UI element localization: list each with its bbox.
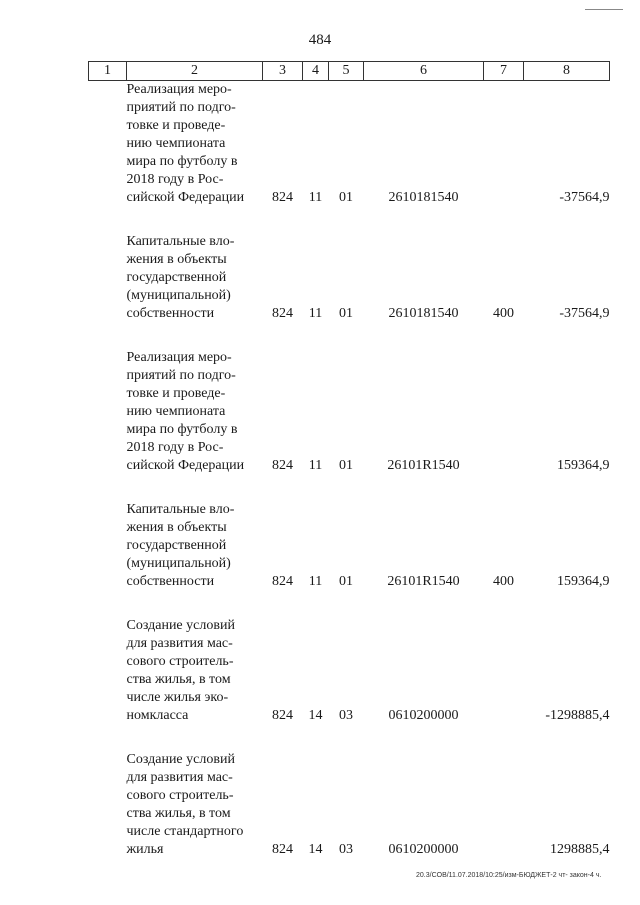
expense-type-code bbox=[484, 751, 524, 859]
subsection-code: 01 bbox=[339, 574, 353, 589]
spacer-cell bbox=[89, 475, 610, 501]
subsection-code: 01 bbox=[339, 458, 353, 473]
item-name-line: 2018 году в Рос- bbox=[126, 172, 224, 187]
subsection-code: 03 bbox=[339, 708, 353, 723]
item-name-line: Реализация меро- bbox=[126, 82, 232, 97]
expense-type-code bbox=[484, 617, 524, 725]
item-name-line: Капитальные вло- bbox=[126, 502, 235, 517]
item-name-line: числе жилья эко- bbox=[126, 690, 229, 705]
item-name-line: жения в объекты bbox=[126, 520, 227, 535]
section-code: 14 bbox=[308, 708, 323, 723]
empty-cell bbox=[89, 233, 127, 323]
item-name-line: государственной bbox=[126, 538, 227, 553]
target-article-code: 2610181540 bbox=[388, 190, 459, 205]
amount: 1298885,4 bbox=[550, 842, 610, 857]
column-number: 7 bbox=[484, 62, 524, 81]
row-spacer bbox=[89, 591, 610, 617]
item-name-line: Создание условий bbox=[126, 618, 235, 633]
column-number: 8 bbox=[524, 62, 610, 81]
subsection-code: 03 bbox=[339, 842, 353, 857]
spacer-cell bbox=[89, 725, 610, 751]
ministry-code: 824 bbox=[272, 842, 293, 857]
item-name-line: жения в объекты bbox=[126, 252, 227, 267]
page-number: 484 bbox=[308, 32, 332, 48]
footer-doc-code: 20.3/COB/11.07.2018/10:25/изм-БЮДЖЕТ-2 чт- закон-4 ч. bbox=[416, 872, 602, 879]
column-number: 5 bbox=[329, 62, 364, 81]
column-number: 4 bbox=[303, 62, 329, 81]
item-name bbox=[127, 501, 263, 591]
ministry-code: 824 bbox=[272, 708, 293, 723]
item-name bbox=[127, 81, 263, 208]
row-spacer bbox=[89, 475, 610, 501]
item-name-line: приятий по подго- bbox=[126, 100, 236, 115]
target-article-code: 26101R1540 bbox=[387, 574, 460, 589]
section-code: 11 bbox=[308, 574, 323, 589]
row-spacer bbox=[89, 207, 610, 233]
amount: -37564,9 bbox=[559, 190, 610, 205]
table-row bbox=[89, 233, 610, 323]
column-number: 6 bbox=[364, 62, 484, 81]
budget-table bbox=[88, 61, 610, 859]
item-name-line: сийской Федерации bbox=[126, 458, 245, 473]
row-spacer bbox=[89, 323, 610, 349]
section-code: 11 bbox=[308, 190, 323, 205]
item-name-line: сового строитель- bbox=[126, 654, 234, 669]
empty-cell bbox=[89, 81, 127, 208]
column-number: 1 bbox=[89, 62, 127, 81]
expense-type-code bbox=[484, 349, 524, 475]
section-code: 11 bbox=[308, 458, 323, 473]
section-code: 11 bbox=[308, 306, 323, 321]
table-row bbox=[89, 617, 610, 725]
ministry-code: 824 bbox=[272, 574, 293, 589]
item-name-line: (муниципальной) bbox=[126, 556, 231, 571]
expense-type-code bbox=[484, 81, 524, 208]
item-name-line: жилья bbox=[126, 842, 164, 857]
item-name-line: номкласса bbox=[126, 708, 189, 723]
amount: 159364,9 bbox=[557, 458, 610, 473]
amount: -1298885,4 bbox=[545, 708, 610, 723]
item-name-line: ства жилья, в том bbox=[126, 672, 231, 687]
table-row bbox=[89, 81, 610, 208]
row-spacer bbox=[89, 725, 610, 751]
table-row bbox=[89, 501, 610, 591]
column-number-header bbox=[89, 62, 610, 81]
item-name-line: Реализация меро- bbox=[126, 350, 232, 365]
amount: 159364,9 bbox=[557, 574, 610, 589]
subsection-code: 01 bbox=[339, 306, 353, 321]
item-name-line: сийской Федерации bbox=[126, 190, 245, 205]
ministry-code: 824 bbox=[272, 190, 293, 205]
item-name-line: сового строитель- bbox=[126, 788, 234, 803]
amount: -37564,9 bbox=[559, 306, 610, 321]
item-name-line: Создание условий bbox=[126, 752, 235, 767]
item-name bbox=[127, 349, 263, 475]
item-name-line: мира по футболу в bbox=[126, 422, 238, 437]
ministry-code: 824 bbox=[272, 458, 293, 473]
item-name-line: числе стандартного bbox=[126, 824, 244, 839]
column-number: 2 bbox=[127, 62, 263, 81]
item-name-line: (муниципальной) bbox=[126, 288, 231, 303]
target-article-code: 0610200000 bbox=[388, 842, 459, 857]
column-number: 3 bbox=[263, 62, 303, 81]
section-code: 14 bbox=[308, 842, 323, 857]
expense-type-code: 400 bbox=[493, 574, 514, 589]
item-name-line: товке и проведе- bbox=[126, 118, 226, 133]
empty-cell bbox=[89, 617, 127, 725]
top-right-mark bbox=[585, 9, 623, 10]
spacer-cell bbox=[89, 207, 610, 233]
item-name-line: мира по футболу в bbox=[126, 154, 238, 169]
target-article-code: 2610181540 bbox=[388, 306, 459, 321]
target-article-code: 26101R1540 bbox=[387, 458, 460, 473]
spacer-cell bbox=[89, 591, 610, 617]
expense-type-code: 400 bbox=[493, 306, 514, 321]
empty-cell bbox=[89, 501, 127, 591]
item-name bbox=[127, 233, 263, 323]
item-name-line: ства жилья, в том bbox=[126, 806, 231, 821]
item-name-line: приятий по подго- bbox=[126, 368, 236, 383]
item-name bbox=[127, 617, 263, 725]
item-name-line: собственности bbox=[126, 574, 215, 589]
spacer-cell bbox=[89, 323, 610, 349]
item-name-line: нию чемпионата bbox=[126, 404, 226, 419]
item-name-line: товке и проведе- bbox=[126, 386, 226, 401]
item-name-line: 2018 году в Рос- bbox=[126, 440, 224, 455]
item-name-line: для развития мас- bbox=[126, 636, 233, 651]
table-row bbox=[89, 349, 610, 475]
table-row bbox=[89, 751, 610, 859]
item-name bbox=[127, 751, 263, 859]
empty-cell bbox=[89, 349, 127, 475]
item-name-line: нию чемпионата bbox=[126, 136, 226, 151]
item-name-line: государственной bbox=[126, 270, 227, 285]
item-name-line: Капитальные вло- bbox=[126, 234, 235, 249]
item-name-line: для развития мас- bbox=[126, 770, 233, 785]
empty-cell bbox=[89, 751, 127, 859]
subsection-code: 01 bbox=[339, 190, 353, 205]
item-name-line: собственности bbox=[126, 306, 215, 321]
target-article-code: 0610200000 bbox=[388, 708, 459, 723]
ministry-code: 824 bbox=[272, 306, 293, 321]
